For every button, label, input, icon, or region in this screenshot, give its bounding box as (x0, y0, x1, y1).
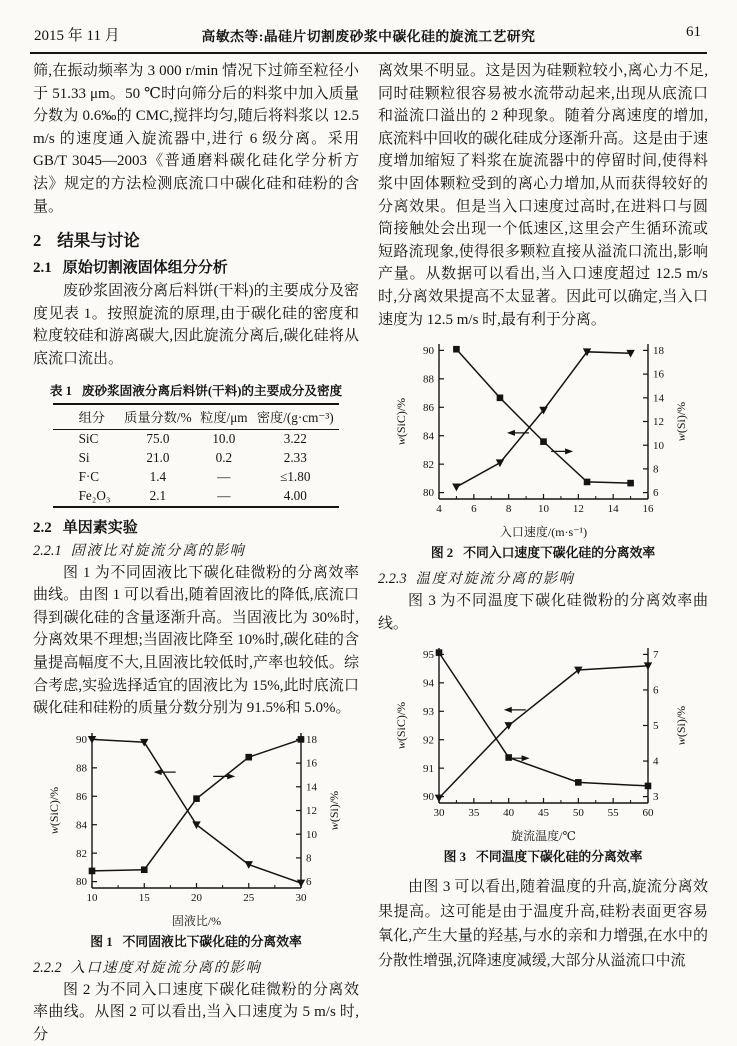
svg-text:6: 6 (306, 875, 312, 888)
svg-text:90: 90 (76, 733, 87, 746)
svg-text:16: 16 (653, 368, 664, 381)
svg-text:94: 94 (423, 677, 434, 690)
section-title: 入口速度对旋流分离的影响 (70, 959, 262, 976)
table1 (53, 403, 340, 508)
table-row (53, 468, 340, 487)
section-heading-results (33, 227, 359, 251)
figure3 (378, 639, 708, 865)
svg-text:90: 90 (423, 791, 434, 804)
table-row (53, 487, 340, 507)
svg-text:86: 86 (76, 790, 87, 803)
table-header-cell: 质量分数/% (119, 404, 196, 430)
svg-text:10: 10 (653, 439, 664, 452)
header-rule (30, 52, 707, 54)
table1-caption-label: 表 1 (49, 383, 72, 398)
subsubsection-heading-solid-liquid-ratio (33, 540, 359, 560)
table-cell: 21.0 (146, 449, 170, 465)
svg-text:60: 60 (642, 807, 654, 820)
table-cell: 0.2 (215, 449, 233, 465)
section-title: 单因素实验 (62, 519, 138, 536)
figure1-chart (46, 724, 346, 930)
figure1-caption-text: 不同固液比下碳化硅的分离效率 (122, 934, 302, 949)
figure2-caption (378, 542, 708, 561)
table-row (53, 429, 340, 449)
svg-text:10: 10 (538, 503, 549, 516)
figure3-caption-text: 不同温度下碳化硅的分离效率 (476, 850, 643, 865)
table-cell: SiC (78, 430, 99, 446)
svg-text:8: 8 (306, 852, 312, 865)
svg-text:6: 6 (653, 487, 659, 500)
subsection-heading-composition (33, 256, 359, 277)
subsection-heading-single-factor (33, 516, 359, 537)
svg-text:50: 50 (572, 807, 584, 820)
svg-text:w(Si)/%: w(Si)/% (674, 401, 688, 442)
svg-text:12: 12 (306, 804, 317, 817)
body-paragraph: 由图 3 可以看出,随着温度的升高,旋流分离效果提高。这可能是由于温度升高,硅粉表面更容易氧化,产生大量的羟基,与水的亲和力增强,在水中的分散性增强,沉降速度减缓,大部分从溢流口中流 (378, 879, 708, 969)
svg-text:84: 84 (423, 430, 434, 443)
svg-text:91: 91 (423, 763, 434, 776)
svg-text:84: 84 (76, 819, 87, 832)
figure1-caption (33, 931, 359, 950)
svg-text:45: 45 (538, 807, 549, 820)
table-cell: 10.0 (212, 430, 236, 446)
svg-text:16: 16 (306, 757, 317, 770)
svg-text:93: 93 (423, 706, 434, 719)
figure2-caption-label: 图 2 (430, 546, 454, 561)
table-header-row (53, 404, 340, 430)
svg-text:w(SiC)/%: w(SiC)/% (47, 786, 61, 834)
section-number: 2.2.3 (378, 571, 407, 588)
table-header-cell: 粒度/μm (197, 404, 251, 430)
section-title: 结果与讨论 (57, 231, 140, 251)
figure2-chart (393, 335, 693, 541)
subsubsection-heading-inlet-speed (33, 957, 359, 977)
svg-text:w(Si)/%: w(Si)/% (674, 706, 688, 746)
body-paragraph: 图 1 为不同固液比下碳化硅微粉的分离效率曲线。由图 1 可以看出,随着固液比的降低,底流口得到碳化硅的含量逐渐升高。当固液比为 30%时,分离效果不理想;当固液比降至 10%时,碳化硅的含量提高幅度不大,且固液比较低时,产率也较低。综合考虑,实验选择适宜的固液比为 15%,此时底流口碳化硅和硅粉的质量分数分别为 91.5%和 5.0%。 (33, 564, 359, 717)
figure2 (378, 335, 708, 561)
table-cell: Fe₂O₃ (78, 487, 111, 503)
svg-text:4: 4 (436, 503, 442, 516)
svg-text:20: 20 (191, 891, 202, 904)
svg-text:18: 18 (306, 733, 317, 746)
section-title: 固液比对旋流分离的影响 (70, 542, 246, 559)
svg-text:82: 82 (76, 847, 87, 860)
svg-text:旋流温度/℃: 旋流温度/℃ (511, 829, 576, 844)
table-cell: — (217, 487, 231, 503)
svg-text:80: 80 (76, 875, 87, 888)
svg-text:入口速度/(m·s⁻¹): 入口速度/(m·s⁻¹) (499, 525, 588, 540)
svg-text:12: 12 (653, 416, 664, 429)
section-title: 原始切割液固体组分分析 (62, 260, 228, 277)
table-header-cell: 组分 (53, 404, 120, 430)
svg-text:8: 8 (653, 463, 659, 476)
figure3-caption-label: 图 3 (443, 850, 467, 865)
svg-text:6: 6 (471, 503, 477, 516)
page-header (30, 24, 707, 48)
right-column (378, 60, 708, 973)
table-cell: 1.4 (149, 468, 167, 484)
svg-text:25: 25 (243, 891, 255, 904)
svg-text:5: 5 (653, 720, 659, 733)
svg-text:10: 10 (86, 891, 98, 904)
table-cell: — (217, 468, 231, 484)
figure3-caption (378, 846, 708, 865)
svg-text:16: 16 (642, 503, 654, 516)
figure3-chart (393, 639, 693, 845)
body-paragraph: 图 2 为不同入口速度下碳化硅微粉的分离效率曲线。从图 2 可以看出,当入口速度为 5 m/s 时,分 (33, 981, 359, 1043)
svg-text:4: 4 (653, 755, 659, 768)
figure1-caption-label: 图 1 (90, 934, 113, 949)
svg-text:40: 40 (503, 807, 515, 820)
svg-text:82: 82 (423, 458, 434, 471)
svg-text:7: 7 (653, 649, 659, 662)
svg-text:6: 6 (653, 684, 659, 697)
svg-text:90: 90 (423, 345, 434, 358)
section-number: 2.1 (33, 260, 52, 277)
table1-caption-text: 废砂浆固液分离后料饼(干料)的主要成分及密度 (81, 383, 343, 398)
header-page-number: 61 (686, 24, 701, 40)
svg-text:10: 10 (306, 828, 317, 841)
table-cell: 75.0 (146, 430, 170, 446)
svg-text:30: 30 (295, 891, 307, 904)
svg-text:固液比/%: 固液比/% (171, 913, 222, 928)
figure2-caption-text: 不同入口速度下碳化硅的分离效率 (463, 546, 656, 561)
svg-text:92: 92 (423, 734, 434, 747)
header-date: 2015 年 11 月 (34, 28, 120, 44)
figure1 (33, 724, 359, 950)
table-cell: 2.33 (283, 449, 307, 465)
subsubsection-heading-temperature (378, 568, 708, 588)
table-cell: 2.1 (149, 487, 167, 503)
svg-text:12: 12 (572, 503, 584, 516)
svg-text:15: 15 (138, 891, 150, 904)
svg-text:14: 14 (653, 392, 664, 405)
svg-text:80: 80 (423, 487, 434, 500)
body-paragraph: 筛,在振动频率为 3 000 r/min 情况下过筛至粒径小于 51.33 μm。50 ℃时向筛分后的料浆中加入质量分数为 0.6‰的 CMC,搅拌均匀,随后将料浆以 12.5 m/s 的速度通入旋流器中,进行 6 级分离。采用 GB/T 3045—2003《普通磨料碳化硅化学分析方法》规定的方法检测底流口中碳化硅和硅粉的含量。 (33, 63, 359, 215)
svg-text:95: 95 (423, 649, 434, 662)
section-number: 2.2 (33, 519, 52, 536)
body-paragraph: 图 3 为不同温度下碳化硅微粉的分离效率曲线。 (378, 593, 708, 632)
table-cell: 4.00 (283, 487, 307, 503)
svg-text:55: 55 (607, 807, 619, 820)
table-row (53, 449, 340, 468)
section-number: 2.2.2 (33, 959, 62, 976)
header-running-title: 高敏杰等:晶硅片切割废砂浆中碳化硅的旋流工艺研究 (201, 29, 536, 44)
svg-text:14: 14 (607, 503, 619, 516)
svg-text:8: 8 (505, 503, 512, 516)
body-paragraph: 废砂浆固液分离后料饼(干料)的主要成分及密度见表 1。按照旋流的原理,由于碳化硅的密度和粒度较硅和游离碳大,因此旋流分离后,碳化硅将从底流口流出。 (33, 283, 359, 367)
table1-caption (33, 380, 359, 399)
svg-text:86: 86 (423, 402, 434, 415)
svg-text:w(Si)/%: w(Si)/% (327, 790, 341, 830)
section-number: 2.2.1 (33, 542, 62, 559)
svg-text:18: 18 (653, 345, 664, 358)
left-column (33, 60, 359, 1046)
svg-text:88: 88 (423, 373, 434, 386)
svg-text:3: 3 (653, 791, 659, 804)
table-cell: ≤1.80 (280, 468, 311, 484)
body-paragraph: 离效果不明显。这是因为硅颗粒较小,离心力不足,同时硅颗粒很容易被水流带动起来,出现从底流口和溢流口溢出的 2 种现象。随着分离速度的增加,底流料中回收的碳化硅成分逐渐升高。这是由于速度增加缩短了料浆在旋流器中的停留时间,使得料浆中固体颗粒受到的离心力增加,从而获得较好的分离效果。但是当入口速度过高时,在进料口与圆筒接触处会出现一个低速区,这里会产生循环流或短路流现象,使得很多颗粒直接从溢流口流出,影响产量。从数据可以看出,当入口速度超过 12.5 m/s 时,分离效果提高不太显著。因此可以确定,当入口速度为 12.5 m/s 时,最有利于分离。 (378, 63, 709, 328)
svg-text:w(SiC)/%: w(SiC)/% (394, 397, 408, 446)
table-header-cell: 密度/(g·cm⁻³) (251, 404, 339, 430)
section-number: 2 (33, 231, 42, 251)
svg-text:14: 14 (306, 781, 317, 794)
section-title: 温度对旋流分离的影响 (415, 571, 575, 588)
svg-text:88: 88 (76, 762, 87, 775)
table-cell: F·C (78, 468, 100, 484)
svg-text:w(SiC)/%: w(SiC)/% (394, 702, 408, 750)
table-cell: 3.22 (283, 430, 307, 446)
svg-text:35: 35 (468, 807, 480, 820)
svg-text:30: 30 (433, 807, 445, 820)
table-cell: Si (78, 449, 90, 465)
